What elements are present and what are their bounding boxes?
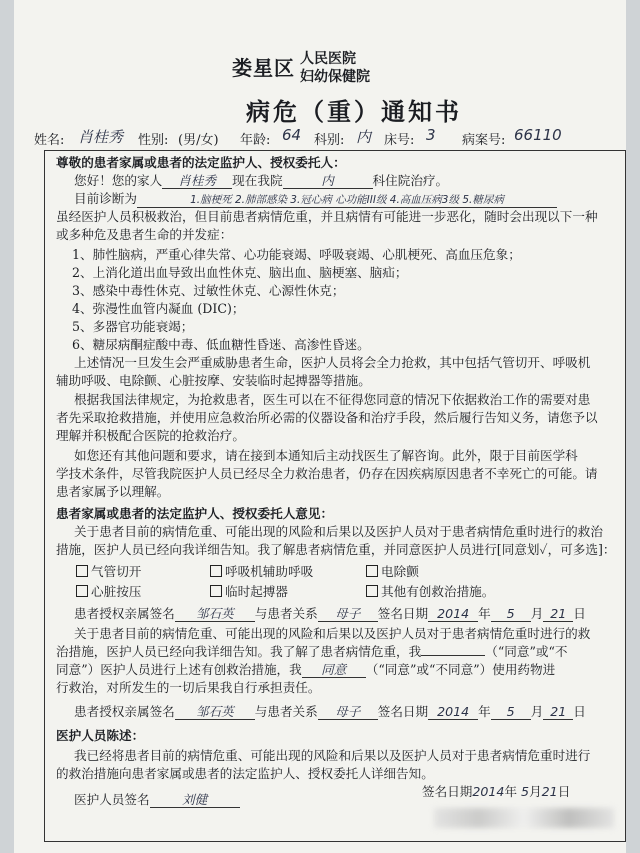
drug-consent-value[interactable]: 同意 bbox=[302, 663, 366, 678]
body-line: 辅助呼吸、电除颤、心脏按摩、安装临时起搏器等措施。 bbox=[56, 373, 371, 388]
staff-date-row bbox=[422, 785, 570, 799]
relation-value[interactable]: 母子 bbox=[318, 607, 378, 622]
consent-heading: 患者家属或患者的法定监护人、授权委托人意见： bbox=[56, 506, 334, 521]
signature-row-2 bbox=[74, 705, 586, 720]
age-label: 年龄: bbox=[240, 133, 271, 148]
checkbox[interactable] bbox=[210, 585, 222, 597]
body-line: 学技术条件，尽管我院医护人员已经尽全力救治患者，仍存在因疾病原因患者不幸死亡的可能。请 bbox=[56, 466, 598, 481]
relative-signature[interactable]: 邹石英 bbox=[175, 705, 255, 720]
staff-heading: 医护人员陈述： bbox=[56, 728, 145, 743]
body-line: 患者家属予以理解。 bbox=[56, 484, 170, 499]
staff-signature[interactable]: 刘健 bbox=[150, 793, 240, 808]
consent-line: 措施，医护人员已经向我详细告知。我了解患者病情危重，并同意医护人员进行[同意划✓，可多选]： bbox=[56, 542, 616, 557]
option-cardiac-massage[interactable] bbox=[76, 585, 141, 599]
option-label: 心脏按压 bbox=[91, 584, 142, 599]
body-line: 根据我国法律规定，为抢救患者，医生可以在不征得您同意的情况下依据救治工作的需要对患 bbox=[74, 392, 591, 407]
staff-signature-label: 医护人员签名 bbox=[74, 792, 150, 807]
diagnosis-value: 1.脑梗死 2.肺部感染 3.冠心病 心功能III级 4.高血压病3级 5.糖尿病 bbox=[137, 193, 557, 208]
body-line: 如您还有其他问题和要求，请在接到本通知后主动找医生了解咨询。此外，限于目前医学科 bbox=[74, 448, 578, 463]
body-line: 虽经医护人员积极救治，但目前患者病情危重，并且病情有可能进一步恶化，随时会出现以下一种 bbox=[56, 209, 598, 224]
relation-label: 与患者关系 bbox=[254, 704, 318, 719]
option-other-invasive[interactable] bbox=[366, 585, 494, 599]
option-label: 呼吸机辅助呼吸 bbox=[225, 564, 314, 579]
complication-item: 3、感染中毒性休克、过敏性休克、心源性休克； bbox=[72, 283, 345, 298]
month-unit: 月 bbox=[530, 704, 544, 719]
case-label: 病案号: bbox=[462, 133, 506, 148]
consent-line bbox=[56, 645, 568, 659]
intro-dept: 内 bbox=[283, 174, 373, 189]
staff-line: 的救治措施向患者家属或患者的法定监护人、授权委托人详细告知。 bbox=[56, 766, 434, 781]
consent-line bbox=[56, 663, 555, 678]
body-line: 理解并积极配合医院的抢救治疗。 bbox=[56, 428, 245, 443]
complication-item: 1、肺性脑病，严重心律失常、心功能衰竭、呼吸衰竭、心肌梗死、高血压危象； bbox=[72, 247, 521, 262]
signature-row-1 bbox=[74, 607, 586, 622]
complication-item: 4、弥漫性血管内凝血 (DIC)； bbox=[72, 301, 245, 316]
option-label: 电除颤 bbox=[381, 564, 419, 579]
relation-label: 与患者关系 bbox=[254, 606, 318, 621]
month-unit: 月 bbox=[529, 784, 542, 799]
option-ventilator[interactable] bbox=[210, 565, 313, 579]
intro-text-a: 您好！您的家人 bbox=[74, 173, 163, 188]
date-day[interactable]: 21 bbox=[541, 784, 558, 799]
bed-label: 床号: bbox=[384, 133, 415, 148]
checkbox[interactable] bbox=[366, 585, 378, 597]
checkbox[interactable] bbox=[210, 565, 222, 577]
option-pacemaker[interactable] bbox=[210, 585, 288, 599]
consent-blank[interactable] bbox=[421, 655, 485, 656]
relative-signature[interactable]: 邹石英 bbox=[175, 607, 255, 622]
dept-value: 内 bbox=[356, 128, 372, 146]
name-value: 肖桂秀 bbox=[78, 128, 124, 146]
consent-line: 关于患者目前的病情危重、可能出现的风险和后果以及医护人员对于患者病情危重时进行的救治 bbox=[74, 524, 603, 539]
signature-label: 患者授权亲属签名 bbox=[74, 704, 175, 719]
diagnosis-line bbox=[74, 192, 557, 208]
staff-line: 我已经将患者目前的病情危重、可能出现的风险和后果以及医护人员对于患者病情危重时进行 bbox=[74, 748, 591, 763]
watermark-blur bbox=[434, 808, 614, 828]
district-name: 娄星区 bbox=[232, 56, 295, 80]
intro-line bbox=[74, 174, 448, 189]
checkbox[interactable] bbox=[76, 565, 88, 577]
name-label: 姓名: bbox=[34, 133, 65, 148]
date-label: 签名日期 bbox=[377, 704, 429, 719]
date-year[interactable]: 2014 bbox=[472, 784, 505, 799]
intro-patient-name: 肖桂秀 bbox=[162, 174, 232, 189]
option-defibrillation[interactable] bbox=[366, 565, 419, 579]
hospital-name-1: 人民医院 bbox=[300, 51, 356, 67]
checkbox[interactable] bbox=[76, 585, 88, 597]
consent-line: 关于患者目前的病情危重、可能出现的风险和后果以及医护人员对于患者病情危重时进行的救 bbox=[74, 626, 591, 641]
date-month[interactable]: 5 bbox=[491, 705, 531, 720]
page-title: 病危（重）通知书 bbox=[246, 97, 462, 126]
option-tracheotomy[interactable] bbox=[76, 565, 141, 579]
date-year[interactable]: 2014 bbox=[428, 705, 478, 720]
option-label: 临时起搏器 bbox=[225, 584, 288, 599]
signature-label: 患者授权亲属签名 bbox=[74, 606, 175, 621]
form-paper bbox=[14, 0, 626, 853]
year-unit: 年 bbox=[504, 784, 518, 799]
day-unit: 日 bbox=[573, 704, 586, 719]
year-unit: 年 bbox=[478, 704, 491, 719]
date-year[interactable]: 2014 bbox=[428, 607, 478, 622]
bed-value: 3 bbox=[426, 126, 436, 144]
date-month[interactable]: 5 bbox=[521, 784, 530, 799]
option-label: 其他有创救治措施。 bbox=[381, 584, 495, 599]
consent-text: （“同意”或“不 bbox=[485, 644, 568, 659]
complication-item: 6、糖尿病酮症酸中毒、低血糖性昏迷、高渗性昏迷。 bbox=[72, 337, 370, 352]
dept-label: 科别: bbox=[314, 133, 345, 148]
day-unit: 日 bbox=[573, 606, 586, 621]
sex-label: 性别: bbox=[138, 133, 169, 148]
date-month[interactable]: 5 bbox=[491, 607, 531, 622]
body-line: 或多种危及患者生命的并发症： bbox=[56, 227, 233, 242]
body-line: 上述情况一旦发生会严重威胁患者生命，医护人员将会全力抢救，其中包括气管切开、呼吸机 bbox=[74, 355, 591, 370]
hospital-name-2: 妇幼保健院 bbox=[300, 69, 370, 85]
body-line: 者先采取抢救措施，并使用应急救治所必需的仪器设备和治疗手段，然后履行告知义务，请您予以 bbox=[56, 410, 598, 425]
option-label: 气管切开 bbox=[91, 564, 142, 579]
greeting-line: 尊敬的患者家属或患者的法定监护人、授权委托人： bbox=[56, 155, 346, 170]
case-value: 66110 bbox=[514, 126, 562, 144]
intro-text-c: 科住院治疗。 bbox=[372, 173, 449, 188]
staff-signature-row bbox=[74, 793, 240, 808]
intro-text-b: 现在我院 bbox=[232, 173, 283, 188]
checkbox[interactable] bbox=[366, 565, 378, 577]
relation-value[interactable]: 母子 bbox=[318, 705, 378, 720]
date-day[interactable]: 21 bbox=[543, 607, 573, 622]
date-label: 签名日期 bbox=[377, 606, 429, 621]
consent-line: 行救治，对所发生的一切后果我自行承担责任。 bbox=[56, 680, 321, 695]
date-day[interactable]: 21 bbox=[543, 705, 573, 720]
consent-text: （“同意”或“不同意”）使用药物进 bbox=[365, 662, 556, 677]
date-label: 签名日期 bbox=[422, 784, 473, 799]
age-value: 64 bbox=[282, 126, 302, 144]
diagnosis-label: 目前诊断为 bbox=[74, 191, 137, 206]
consent-text: 治措施，医护人员已经向我详细告知。我了解了患者病情危重，我 bbox=[56, 644, 422, 659]
complication-item: 2、上消化道出血导致出血性休克、脑出血、脑梗塞、脑疝； bbox=[72, 265, 408, 280]
month-unit: 月 bbox=[530, 606, 544, 621]
consent-text: 同意”）医护人员进行上述有创救治措施，我 bbox=[56, 662, 302, 677]
day-unit: 日 bbox=[557, 784, 571, 799]
complication-item: 5、多器官功能衰竭； bbox=[72, 319, 194, 334]
year-unit: 年 bbox=[478, 606, 491, 621]
sex-value: (男/女) bbox=[178, 133, 219, 148]
